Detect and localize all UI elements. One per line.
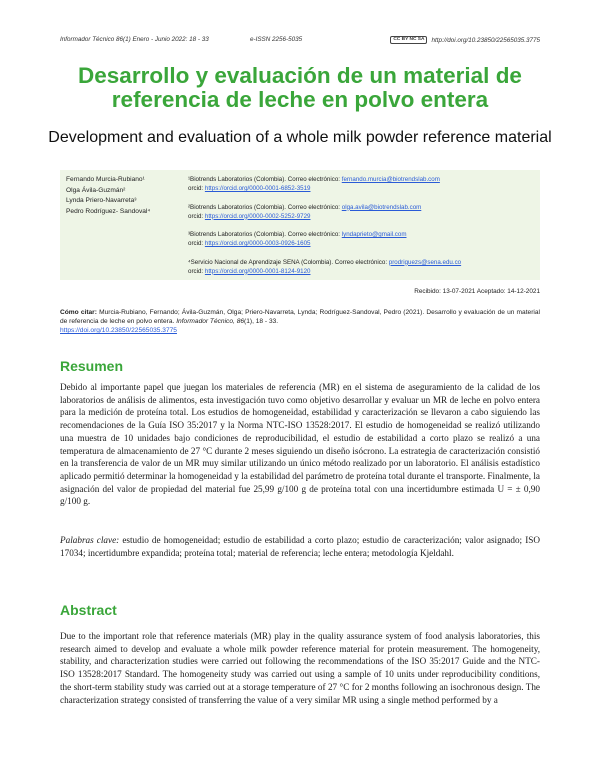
orcid-link[interactable]: https://orcid.org/0000-0003-0926-1605 xyxy=(204,240,311,247)
affiliation-org: ³Biotrends Laboratorios (Colombia). Correo electrónico: xyxy=(188,231,341,238)
cc-license-icon: CC BY NC SA xyxy=(390,36,427,44)
author-list xyxy=(66,175,174,217)
author-name: Olga Ávila-Guzmán² xyxy=(66,186,126,194)
keywords-es xyxy=(60,534,540,559)
orcid-label: orcid: xyxy=(188,212,204,220)
cite-journal: Informador Técnico, xyxy=(176,318,235,325)
email-link[interactable]: olga.avila@biotrendslab.com xyxy=(341,203,422,211)
author-name: Pedro Rodríguez- Sandoval⁴ xyxy=(66,207,151,215)
orcid-link[interactable]: https://orcid.org/0000-0002-5252-9729 xyxy=(204,212,311,220)
header-doi xyxy=(390,36,540,44)
abstract-heading: Abstract xyxy=(60,602,117,618)
affiliation-list xyxy=(188,175,538,285)
header-doi-link[interactable]: http://doi.org/10.23850/22565035.3775 xyxy=(431,36,540,44)
how-to-cite xyxy=(60,308,540,335)
keywords-text: estudio de homogeneidad; estudio de estabilidad a corto plazo; estudio de caracterización; valor asignado; ISO 17034; incertidumbre expandida; proteína total; material de referencia; leche entera; metodología Kjeldahl. xyxy=(60,535,541,558)
orcid-link[interactable]: https://orcid.org/0000-0001-6852-3519 xyxy=(204,185,311,192)
affiliation-1 xyxy=(188,175,538,193)
email-link[interactable]: lyndaprieto@gmail.com xyxy=(341,231,407,238)
running-header xyxy=(60,36,540,48)
resumen-body: Debido al importante papel que juegan los materiales de referencia (MR) en el sistema de aseguramiento de la calidad de los laboratorios de análisis de alimentos, esta investigación tuvo como objetivo desarrollar y evaluar un MR de leche en polvo entera para la medición de proteína total. Los estudios de homogeneidad, estabilidad y caracterización se llevaron a cabo siguiendo las recomendaciones de la Guía ISO 35:2017 y la Norma NTC-ISO 13528:2017. El estudio de homogeneidad se realizó utilizando una muestra de 10 unidades bajo condiciones de reproducibilidad, el estudio de estabilidad a corto plazo se realizó a una temperatura de almacenamiento de 27 °C durante 2 meses siguiendo un diseño isócrono. La estrategia de caracterización consistió en la transferencia de valor de un MR muy similar utilizando un único método realizado por un laboratorio. El análisis estadístico aplicado permitió determinar la homogeneidad y la estabilidad del parámetro de proteína total durante el transporte. Finalmente, la asignación del valor de propiedad del material fue 25,99 g/100 g de proteína total con una incertidumbre estimada U = ± 0,90 g/100 g. xyxy=(60,382,540,507)
affiliation-2 xyxy=(188,203,538,221)
paper-subtitle-english: Development and evaluation of a whole milk powder reference material xyxy=(48,129,552,146)
affiliation-4 xyxy=(188,258,538,276)
received-accepted-dates: Recibido: 13-07-2021 Aceptado: 14-12-2021 xyxy=(414,288,540,295)
authors-panel xyxy=(60,170,540,280)
author-name: Fernando Murcia-Rubiano¹ xyxy=(66,176,145,183)
orcid-label: orcid: xyxy=(188,240,204,247)
author-name: Lynda Priero-Navarreta³ xyxy=(66,197,137,204)
cite-label: Cómo citar: xyxy=(60,309,97,316)
orcid-label: orcid: xyxy=(188,267,204,275)
cite-volume: 86 xyxy=(236,318,245,325)
orcid-link[interactable]: https://orcid.org/0000-0001-8124-9120 xyxy=(204,267,311,275)
issn: e-ISSN 2256-5035 xyxy=(250,36,303,43)
cite-doi-link[interactable]: https://doi.org/10.23850/22565035.3775 xyxy=(60,327,177,334)
affiliation-org: ⁴Servicio Nacional de Aprendizaje SENA (Colombia). Correo electrónico: xyxy=(188,258,388,266)
orcid-label: orcid: xyxy=(188,185,204,192)
cite-issue-pages: (1), 18 - 33. xyxy=(244,318,279,325)
paper-title: Desarrollo y evaluación de un material de referencia de leche en polvo entera xyxy=(78,63,522,112)
affiliation-3 xyxy=(188,230,538,248)
abstract-body: Due to the important role that reference materials (MR) play in the quality assurance system of food analysis laboratories, this research aimed to develop and evaluate a whole milk powder reference material for protein measurement. The homogeneity, stability, and characterization studies were carried out following the recommendations of the ISO 35:2017 Guide and the NTC-ISO 13528:2017 Standard. The homogeneity study was carried out using a sample of 10 units under reproducibility conditions, the short-term stability study was carried out at a storage temperature of 27 °C for 2 months following an isochronous design. The characterization strategy consisted of transferring the value of a very similar MR using a single method performed by a xyxy=(60,631,540,705)
affiliation-org: ¹Biotrends Laboratorios (Colombia). Correo electrónico: xyxy=(188,176,341,183)
email-link[interactable]: fernando.murcia@biotrendslab.com xyxy=(341,176,440,183)
resumen-heading: Resumen xyxy=(60,358,124,374)
journal-info: Informador Técnico 86(1) Enero - Junio 2022: 18 - 33 xyxy=(60,36,209,43)
keywords-label: Palabras clave: xyxy=(60,535,120,545)
cite-text: Murcia-Rubiano, Fernando; Ávila-Guzmán, Olga; Priero-Navarreta, Lynda; Rodríguez-Sandoval, Pedro (2021). Desarrollo y evaluación de un material de referencia de leche en polvo entera. xyxy=(60,309,540,325)
email-link[interactable]: prodriguezs@sena.edu.co xyxy=(388,258,462,266)
affiliation-org: ²Biotrends Laboratorios (Colombia). Correo electrónico: xyxy=(188,203,341,211)
